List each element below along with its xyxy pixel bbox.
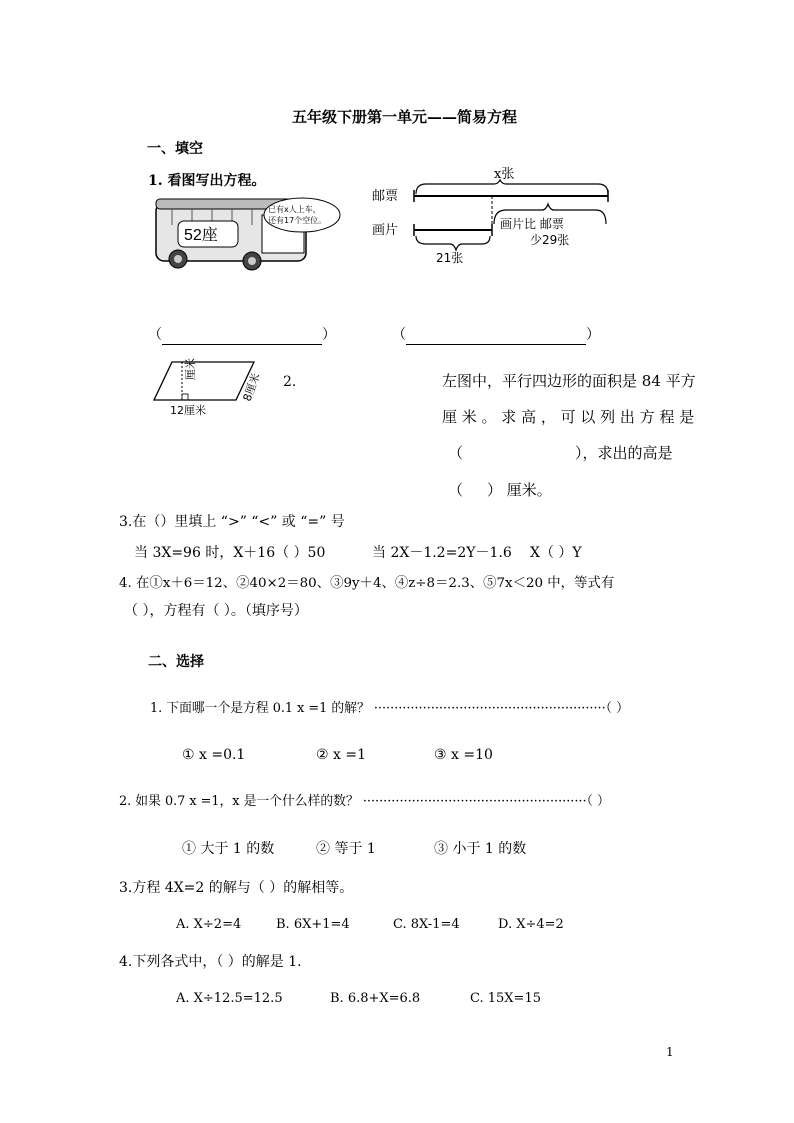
choice-1-option-2[interactable]: ② x =1 bbox=[316, 747, 366, 763]
question-2-line1: 左图中，平行四边形的面积是 84 平方 bbox=[442, 372, 696, 390]
choice-1[interactable]: 1. 下面哪一个是方程 0.1 x =1 的解？ ·························································（ ） bbox=[150, 701, 629, 716]
question-3c[interactable]: X（ ）Y bbox=[530, 545, 582, 561]
blank-open: （ bbox=[448, 444, 464, 462]
question-4-line1: 4. 在①x＋6＝12、②40×2＝80、③9y＋4、④z÷8＝2.3、⑤7x＜20 中，等式有 bbox=[119, 576, 615, 591]
question-2-line4[interactable] bbox=[448, 481, 552, 499]
choice-2-option-1[interactable]: ① 大于 1 的数 bbox=[182, 841, 275, 857]
choice-2-option-2[interactable]: ② 等于 1 bbox=[316, 841, 376, 857]
choice-3: 3.方程 4X=2 的解与（ ）的解相等。 bbox=[119, 880, 354, 896]
segment-diagram bbox=[370, 160, 610, 270]
question-3a[interactable]: 当 3X=96 时，X＋16（ ）50 bbox=[134, 545, 326, 561]
seg-right-line2: 少29张 bbox=[530, 233, 570, 247]
choice-4-option-c[interactable]: C. 15X=15 bbox=[470, 991, 541, 1006]
question-3: 3.在（）里填上 “>” “<” 或 “=” 号 bbox=[119, 514, 345, 530]
para-base-label: 12厘米 bbox=[170, 404, 206, 417]
choice-4-option-a[interactable]: A. X÷12.5=12.5 bbox=[176, 991, 283, 1006]
choice-1-option-3[interactable]: ③ x =10 bbox=[434, 747, 493, 763]
para-height-label: 厘米 bbox=[184, 358, 197, 380]
blank-close: ） bbox=[586, 327, 600, 343]
bus-seat-label: 52座 bbox=[184, 227, 218, 244]
section-choice: 二、选择 bbox=[148, 654, 204, 670]
blank-open: （ bbox=[392, 327, 406, 343]
answer-blank-2[interactable] bbox=[392, 326, 600, 345]
question-4-line2[interactable]: （ ），方程有（ ）。（填序号） bbox=[124, 603, 308, 619]
question-2-number: 2. bbox=[283, 374, 297, 390]
line4-text: ） 厘米。 bbox=[487, 481, 552, 499]
question-3b: 当 2X－1.2=2Y－1.6 bbox=[372, 545, 512, 561]
blank-open: （ bbox=[148, 327, 162, 343]
page-title: 五年级下册第一单元——简易方程 bbox=[292, 108, 518, 126]
blank-line bbox=[406, 326, 586, 345]
seg-x-label: x张 bbox=[494, 167, 515, 182]
bus-bubble-line2: 还有17个空位。 bbox=[268, 216, 327, 225]
bus-illustration bbox=[152, 195, 342, 277]
line3-text: ），求出的高是 bbox=[575, 444, 673, 462]
blank-close: ） bbox=[322, 327, 336, 343]
choice-3-option-a[interactable]: A. X÷2=4 bbox=[176, 917, 242, 932]
page-number: 1 bbox=[666, 1045, 674, 1059]
para-side-label: 8厘米 bbox=[240, 371, 263, 404]
seg-right-line1: 画片比 邮票 bbox=[500, 217, 564, 231]
answer-blank-1[interactable] bbox=[148, 326, 336, 345]
choice-4: 4.下列各式中，（ ）的解是 1. bbox=[119, 954, 302, 970]
question-2-line3[interactable] bbox=[448, 444, 673, 462]
choice-2-option-3[interactable]: ③ 小于 1 的数 bbox=[434, 841, 527, 857]
seg-left-label: 21张 bbox=[436, 251, 464, 265]
blank-line bbox=[162, 326, 322, 345]
seg-card-label: 画片 bbox=[372, 223, 399, 238]
bus-bubble-line1: 已有x人上车， bbox=[268, 205, 321, 214]
choice-2[interactable]: 2. 如果 0.7 x =1，x 是一个什么样的数？ ·······················································（ ） bbox=[119, 794, 610, 809]
section-fill-blank: 一、填空 bbox=[147, 141, 203, 157]
choice-4-option-b[interactable]: B. 6.8+X=6.8 bbox=[330, 991, 421, 1006]
question-2-line2: 厘 米 。 求 高 ， 可 以 列 出 方 程 是 bbox=[442, 408, 695, 426]
choice-3-option-c[interactable]: C. 8X-1=4 bbox=[393, 917, 460, 932]
blank-open: （ bbox=[448, 481, 464, 499]
choice-1-option-1[interactable]: ① x =0.1 bbox=[182, 747, 246, 763]
question-1: 1. 看图写出方程。 bbox=[148, 173, 266, 189]
parallelogram-figure bbox=[150, 358, 270, 420]
choice-3-option-d[interactable]: D. X÷4=2 bbox=[498, 917, 564, 932]
choice-3-option-b[interactable]: B. 6X+1=4 bbox=[276, 917, 350, 932]
seg-stamp-label: 邮票 bbox=[372, 189, 399, 204]
